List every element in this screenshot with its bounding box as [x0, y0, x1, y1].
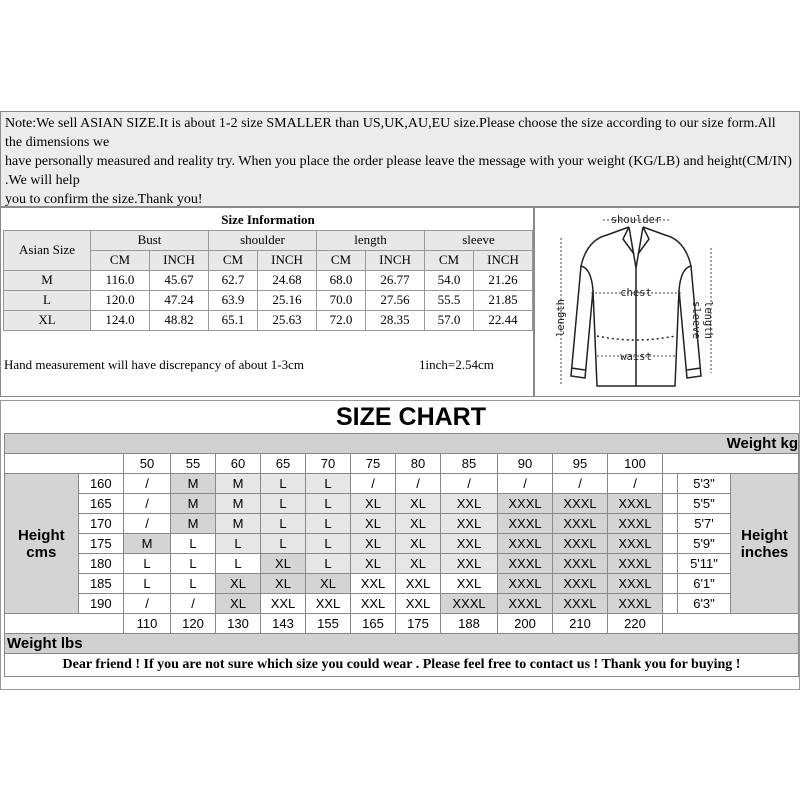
size-chart-cell: /	[171, 594, 216, 614]
size-chart-cell: XXL	[441, 554, 498, 574]
size-chart-cell: XXL	[351, 594, 396, 614]
size-chart-cell: /	[608, 474, 663, 494]
size-chart-cell: XL	[261, 554, 306, 574]
unit-cm: CM	[209, 250, 258, 270]
size-chart-cell: XXXL	[553, 554, 608, 574]
size-chart-cell: M	[171, 514, 216, 534]
weight-kg-cell: 85	[441, 454, 498, 474]
size-chart-cell: M	[124, 534, 171, 554]
size-chart-cell: L	[124, 574, 171, 594]
size-chart-cell: XXXL	[608, 574, 663, 594]
weight-kg-cell: 90	[498, 454, 553, 474]
sleeve-header: sleeve	[425, 230, 533, 250]
size-label-m: M	[4, 270, 91, 290]
weight-kg-label: Weight kg	[5, 434, 799, 454]
height-inch-cell: 5'3"	[678, 474, 731, 494]
size-chart-cell: XL	[261, 574, 306, 594]
size-chart-cell: XXXL	[441, 594, 498, 614]
weight-lbs-cell: 188	[441, 614, 498, 634]
height-cm-cell: 190	[78, 594, 123, 614]
size-chart-cell: XXL	[351, 574, 396, 594]
weight-lbs-cell: 143	[261, 614, 306, 634]
size-cell: 47.24	[150, 290, 209, 310]
size-chart-cell: XXXL	[553, 574, 608, 594]
weight-kg-cell: 75	[351, 454, 396, 474]
size-chart-cell: XXXL	[608, 534, 663, 554]
size-chart-cell: L	[261, 494, 306, 514]
size-chart-cell: XXXL	[498, 494, 553, 514]
size-chart-cell: XL	[306, 574, 351, 594]
weight-lbs-cell: 210	[553, 614, 608, 634]
height-inch-cell: 6'1"	[678, 574, 731, 594]
footer-message: Dear friend ! If you are not sure which size you could wear . Please feel free to contact us ! Thank you for buying !	[5, 654, 799, 677]
size-chart-cell: XXXL	[553, 534, 608, 554]
weight-lbs-cell: 220	[608, 614, 663, 634]
size-chart-cell: L	[171, 534, 216, 554]
unit-inch: INCH	[258, 250, 317, 270]
size-chart-cell: XXXL	[498, 574, 553, 594]
size-chart-cell: /	[124, 594, 171, 614]
size-cell: 72.0	[317, 310, 366, 330]
size-cell: 124.0	[91, 310, 150, 330]
weight-kg-cell: 100	[608, 454, 663, 474]
size-chart-cell: XXXL	[608, 494, 663, 514]
unit-cm: CM	[317, 250, 366, 270]
weight-lbs-label: Weight lbs	[5, 634, 799, 654]
size-chart-cell: XXXL	[498, 514, 553, 534]
size-chart-cell: XXL	[261, 594, 306, 614]
size-chart-cell: XL	[396, 534, 441, 554]
size-chart-cell: M	[216, 494, 261, 514]
height-cm-cell: 175	[78, 534, 123, 554]
size-cell: 45.67	[150, 270, 209, 290]
size-chart-cell: M	[171, 474, 216, 494]
size-cell: 24.68	[258, 270, 317, 290]
size-cell: 28.35	[366, 310, 425, 330]
size-chart-cell: XL	[396, 554, 441, 574]
note-line-3: you to confirm the size.Thank you!	[5, 192, 203, 207]
bust-header: Bust	[91, 230, 209, 250]
weight-kg-cell: 55	[171, 454, 216, 474]
size-chart-cell: XL	[351, 554, 396, 574]
size-chart-cell: XL	[216, 574, 261, 594]
size-chart-cell: XXXL	[553, 594, 608, 614]
size-chart-cell: L	[171, 574, 216, 594]
size-chart-cell: /	[553, 474, 608, 494]
height-inch-cell: 6'3"	[678, 594, 731, 614]
unit-inch: INCH	[366, 250, 425, 270]
weight-lbs-cell: 120	[171, 614, 216, 634]
size-chart-cell: L	[306, 514, 351, 534]
size-chart-cell: /	[124, 514, 171, 534]
height-cm-cell: 170	[78, 514, 123, 534]
size-chart-cell: /	[498, 474, 553, 494]
weight-kg-cell: 95	[553, 454, 608, 474]
asian-size-header: Asian Size	[4, 230, 91, 270]
size-chart-cell: L	[216, 534, 261, 554]
weight-lbs-cell: 130	[216, 614, 261, 634]
size-chart-cell: L	[124, 554, 171, 574]
label-waist: waist	[620, 351, 652, 363]
size-cell: 68.0	[317, 270, 366, 290]
height-cms-label: Height cms	[5, 474, 79, 614]
unit-cm: CM	[91, 250, 150, 270]
inch-conversion-note: 1inch=2.54cm	[419, 357, 494, 372]
height-cm-cell: 180	[78, 554, 123, 574]
label-sleeve-length: length	[702, 301, 714, 339]
size-chart-cell: /	[351, 474, 396, 494]
size-chart-cell: XXL	[441, 494, 498, 514]
label-length: length	[555, 299, 567, 337]
size-chart-cell: M	[171, 494, 216, 514]
note-line-2: have personally measured and reality try. When you place the order please leave the message with your weight (KG/LB) and height(CM/IN) .We will help	[5, 154, 792, 188]
unit-inch: INCH	[150, 250, 209, 270]
note-line-1: Note:We sell ASIAN SIZE.It is about 1-2 size SMALLER than US,UK,AU,EU size.Please choose the size according to our size form.All the dimensions we	[5, 116, 776, 150]
size-cell: 70.0	[317, 290, 366, 310]
weight-kg-cell: 65	[261, 454, 306, 474]
size-chart-panel	[0, 400, 800, 690]
size-information-table	[3, 210, 533, 331]
weight-lbs-cell: 110	[124, 614, 171, 634]
unit-inch: INCH	[474, 250, 533, 270]
size-chart-cell: XXXL	[608, 514, 663, 534]
shoulder-header: shoulder	[209, 230, 317, 250]
size-cell: 55.5	[425, 290, 474, 310]
shirt-diagram	[535, 208, 799, 396]
note-box	[0, 111, 800, 207]
length-header: length	[317, 230, 425, 250]
label-sleeve: sleeve	[690, 301, 702, 339]
size-chart-cell: XXL	[441, 514, 498, 534]
size-chart-cell: XXL	[306, 594, 351, 614]
size-chart-cell: XL	[216, 594, 261, 614]
label-chest: chest	[620, 287, 652, 299]
size-cell: 57.0	[425, 310, 474, 330]
weight-kg-cell: 60	[216, 454, 261, 474]
hand-measurement-note: Hand measurement will have discrepancy of about 1-3cm	[4, 357, 304, 372]
size-chart-cell: XL	[351, 534, 396, 554]
height-inches-label: Height inches	[731, 474, 799, 614]
size-chart-cell: XL	[396, 494, 441, 514]
size-cell: 63.9	[209, 290, 258, 310]
height-cm-cell: 160	[78, 474, 123, 494]
size-cell: 26.77	[366, 270, 425, 290]
size-chart-cell: L	[306, 494, 351, 514]
size-chart-cell: L	[306, 534, 351, 554]
size-cell: 62.7	[209, 270, 258, 290]
size-label-l: L	[4, 290, 91, 310]
size-cell: 21.26	[474, 270, 533, 290]
height-cm-cell: 185	[78, 574, 123, 594]
size-chart-cell: XXL	[441, 534, 498, 554]
size-chart-cell: XXXL	[553, 514, 608, 534]
size-cell: 21.85	[474, 290, 533, 310]
size-chart-cell: XL	[351, 494, 396, 514]
size-cell: 65.1	[209, 310, 258, 330]
weight-lbs-cell: 200	[498, 614, 553, 634]
weight-kg-cell: 70	[306, 454, 351, 474]
weight-lbs-cell: 165	[351, 614, 396, 634]
size-chart-cell: XXL	[441, 574, 498, 594]
size-chart-cell: XXXL	[498, 554, 553, 574]
size-cell: 25.63	[258, 310, 317, 330]
size-chart-cell: /	[441, 474, 498, 494]
size-chart-cell: L	[261, 474, 306, 494]
height-cm-cell: 165	[78, 494, 123, 514]
size-chart-cell: /	[124, 474, 171, 494]
label-shoulder: shoulder	[610, 214, 662, 226]
size-chart-cell: L	[306, 474, 351, 494]
size-chart-cell: L	[261, 534, 306, 554]
size-chart-cell: XXXL	[498, 594, 553, 614]
size-chart-cell: XL	[351, 514, 396, 534]
size-chart-table	[4, 433, 799, 677]
size-cell: 22.44	[474, 310, 533, 330]
size-chart-cell: L	[216, 554, 261, 574]
size-cell: 25.16	[258, 290, 317, 310]
size-cell: 48.82	[150, 310, 209, 330]
size-chart-cell: XXXL	[498, 534, 553, 554]
size-chart-cell: XXL	[396, 594, 441, 614]
size-chart-cell: XXXL	[553, 494, 608, 514]
unit-cm: CM	[425, 250, 474, 270]
size-chart-cell: L	[261, 514, 306, 534]
size-chart-cell: XXL	[396, 574, 441, 594]
height-inch-cell: 5'7'	[678, 514, 731, 534]
size-cell: 116.0	[91, 270, 150, 290]
height-inch-cell: 5'9"	[678, 534, 731, 554]
size-chart-title: SIZE CHART	[336, 403, 486, 431]
size-cell: 27.56	[366, 290, 425, 310]
size-chart-cell: M	[216, 474, 261, 494]
size-chart-cell: L	[171, 554, 216, 574]
size-chart-cell: XL	[396, 514, 441, 534]
size-chart-cell: /	[396, 474, 441, 494]
height-inch-cell: 5'5"	[678, 494, 731, 514]
size-cell: 54.0	[425, 270, 474, 290]
size-chart-cell: M	[216, 514, 261, 534]
weight-lbs-cell: 175	[396, 614, 441, 634]
size-label-xl: XL	[4, 310, 91, 330]
size-chart-cell: XXXL	[608, 554, 663, 574]
weight-kg-cell: 80	[396, 454, 441, 474]
size-information-title: Size Information	[4, 210, 533, 230]
shirt-diagram-panel	[534, 207, 800, 397]
size-chart-cell: /	[124, 494, 171, 514]
size-chart-cell: XXXL	[608, 594, 663, 614]
weight-kg-cell: 50	[124, 454, 171, 474]
height-inch-cell: 5'11"	[678, 554, 731, 574]
size-information-panel	[0, 207, 534, 397]
size-chart-cell: L	[306, 554, 351, 574]
weight-lbs-cell: 155	[306, 614, 351, 634]
size-cell: 120.0	[91, 290, 150, 310]
